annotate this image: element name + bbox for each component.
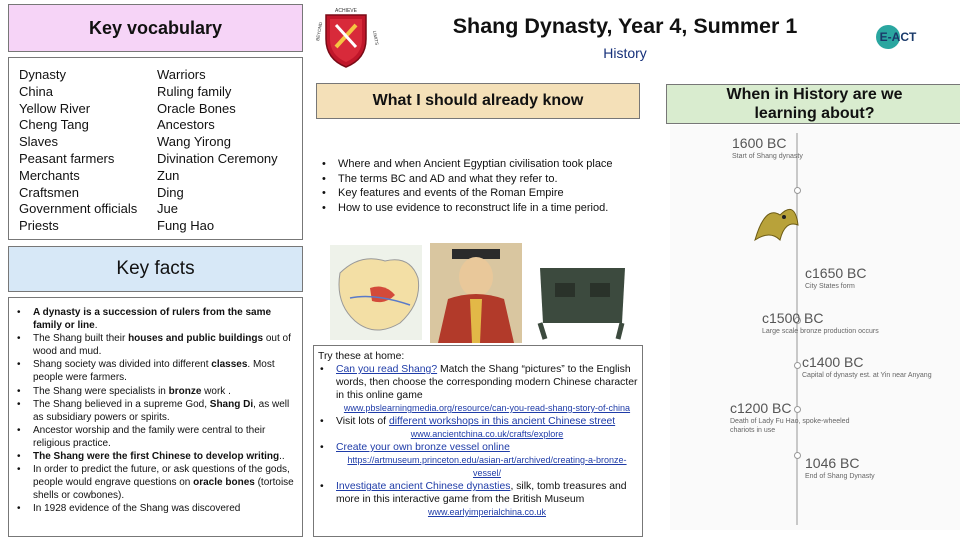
eact-logo-icon: [870, 20, 926, 52]
fact-item: • The Shang were specialists in bronze work .: [15, 385, 294, 398]
fact-item: • A dynasty is a succession of rulers from the same family or line.: [15, 306, 294, 332]
home-activity: [318, 441, 638, 480]
fact-item: • Shang society was divided into different classes. Most people were farmers.: [15, 358, 294, 384]
know-item: • Key features and events of the Roman Empire: [320, 186, 645, 201]
map-of-china-image: [330, 245, 422, 340]
vocab-word: Peasant farmers: [19, 150, 115, 166]
page-title: Shang Dynasty, Year 4, Summer 1: [452, 14, 798, 38]
fact-item: • In order to predict the future, or ask questions of the gods, people would engrave questions on oracle bones (tortoise shells or cowbones).: [15, 463, 294, 502]
know-list: [320, 157, 645, 215]
crest-motto: ACHIEVE: [335, 8, 357, 14]
timeline-date: c1500 BC: [762, 310, 824, 326]
facts-list: [15, 306, 294, 516]
vocab-word: Dynasty: [19, 67, 66, 82]
vocab-word: Zun: [157, 167, 180, 183]
vocab-word: Ancestors: [157, 117, 215, 133]
svg-text:E-ACT: E-ACT: [879, 30, 917, 44]
home-intro: Try these at home:: [318, 351, 405, 362]
timeline-note: City States form: [805, 283, 855, 290]
activity-url[interactable]: www.pbslearningmedia.org/resource/can-you-read-shang-story-of-china: [343, 403, 631, 413]
vocab-column-1: [19, 67, 137, 235]
vocab-word: Oracle Bones: [157, 100, 236, 116]
know-item: • Where and when Ancient Egyptian civilisation took place: [320, 157, 645, 172]
timeline-note: Death of Lady Fu Hao, spoke-wheeled chariots in use: [730, 418, 850, 434]
when-title: When in History are we learning about?: [666, 84, 960, 124]
vocab-word: Ding: [157, 184, 184, 200]
activity-link[interactable]: Investigate ancient Chinese dynasties: [336, 481, 511, 492]
vocab-word: Craftsmen: [19, 184, 79, 200]
vocab-word: Divination Ceremony: [157, 150, 278, 166]
fact-item: • The Shang built their houses and public buildings out of wood and mud.: [15, 332, 294, 358]
fact-item: • In 1928 evidence of the Shang was discovered: [15, 502, 294, 515]
fact-item: • The Shang were the first Chinese to develop writing..: [15, 450, 294, 463]
facts-title: Key facts: [8, 246, 303, 292]
vocab-word: Government officials: [19, 201, 138, 217]
timeline-note: Large scale bronze production occurs: [762, 328, 879, 335]
vocab-word: Slaves: [19, 134, 59, 150]
vocab-word: Cheng Tang: [19, 117, 89, 133]
home-activity: • Visit lots of different workshops in this ancient Chinese street www.ancientchina.co.uk/crafts/explore: [318, 415, 638, 441]
vocab-word: Jue: [157, 201, 178, 217]
fact-item: • Ancestor worship and the family were central to their religious practice.: [15, 424, 294, 450]
svg-text:LIMITS: LIMITS: [372, 30, 380, 46]
activity-link[interactable]: different workshops in this ancient Chinese street: [388, 416, 616, 427]
vocab-word: Ruling family: [157, 83, 232, 99]
vocab-word: Yellow River: [19, 100, 91, 116]
activity-url[interactable]: www.ancientchina.co.uk/crafts/explore: [410, 429, 564, 439]
timeline-date: 1600 BC: [732, 135, 787, 151]
school-crest-icon: [312, 3, 380, 71]
know-item: • The terms BC and AD and what they refer to.: [320, 172, 645, 187]
timeline-dot: [794, 406, 801, 413]
home-list: [318, 363, 638, 519]
vocab-word: Fung Hao: [157, 218, 215, 234]
vocab-title: Key vocabulary: [8, 4, 303, 52]
vocab-column-2: [157, 67, 278, 235]
images-row: [330, 243, 635, 343]
know-title: What I should already know: [316, 83, 640, 119]
activity-url[interactable]: https://artmuseum.princeton.edu/asian-art/archived/creating-a-bronze-vessel/: [347, 455, 627, 478]
know-item: • How to use evidence to reconstruct life in a time period.: [320, 201, 645, 216]
vocab-word: Merchants: [19, 167, 80, 183]
vocab-box: [8, 57, 303, 240]
subject-label: History: [603, 45, 647, 61]
timeline: [670, 125, 960, 530]
timeline-dot: [794, 452, 801, 459]
vocab-word: Warriors: [157, 67, 206, 82]
timeline-note: Start of Shang dynasty: [732, 153, 803, 160]
svg-text:BEYOND: BEYOND: [315, 21, 324, 42]
bronze-artifact-image: [530, 243, 635, 343]
activity-link[interactable]: Can you read Shang?: [336, 364, 438, 375]
timeline-note: Capital of dynasty est. at Yin near Anyang: [802, 372, 932, 379]
home-activity: • Can you read Shang? Match the Shang “pictures” to the English words, then choose the corresponding modern Chinese character in this online game www.pbslearningmedia.org/resource/can-you-read-shang-story-of-china: [318, 363, 638, 415]
facts-box: [8, 297, 303, 537]
timeline-date: 1046 BC: [805, 455, 860, 471]
timeline-date: c1400 BC: [802, 354, 864, 370]
vocab-word: Priests: [19, 218, 59, 234]
timeline-date: c1200 BC: [730, 400, 792, 416]
timeline-note: End of Shang Dynasty: [805, 473, 875, 480]
vocab-word: China: [19, 83, 53, 99]
dragon-icon: [750, 195, 800, 255]
home-activity: • Investigate ancient Chinese dynasties, silk, tomb treasures and more in this interactive game from the British Museum www.earlyimperialchina.co.uk: [318, 480, 638, 519]
fact-item: • The Shang believed in a supreme God, Shang Di, as well as subsidiary powers or spirits.: [15, 398, 294, 424]
timeline-dot: [794, 187, 801, 194]
vocab-word: Wang Yirong: [157, 134, 231, 150]
shang-king-portrait-image: [430, 243, 522, 343]
timeline-date: c1650 BC: [805, 265, 867, 281]
activity-link[interactable]: Create your own bronze vessel online: [336, 442, 510, 453]
activity-url[interactable]: www.earlyimperialchina.co.uk: [427, 507, 547, 517]
home-activities-box: [313, 345, 643, 537]
timeline-dot: [794, 362, 801, 369]
